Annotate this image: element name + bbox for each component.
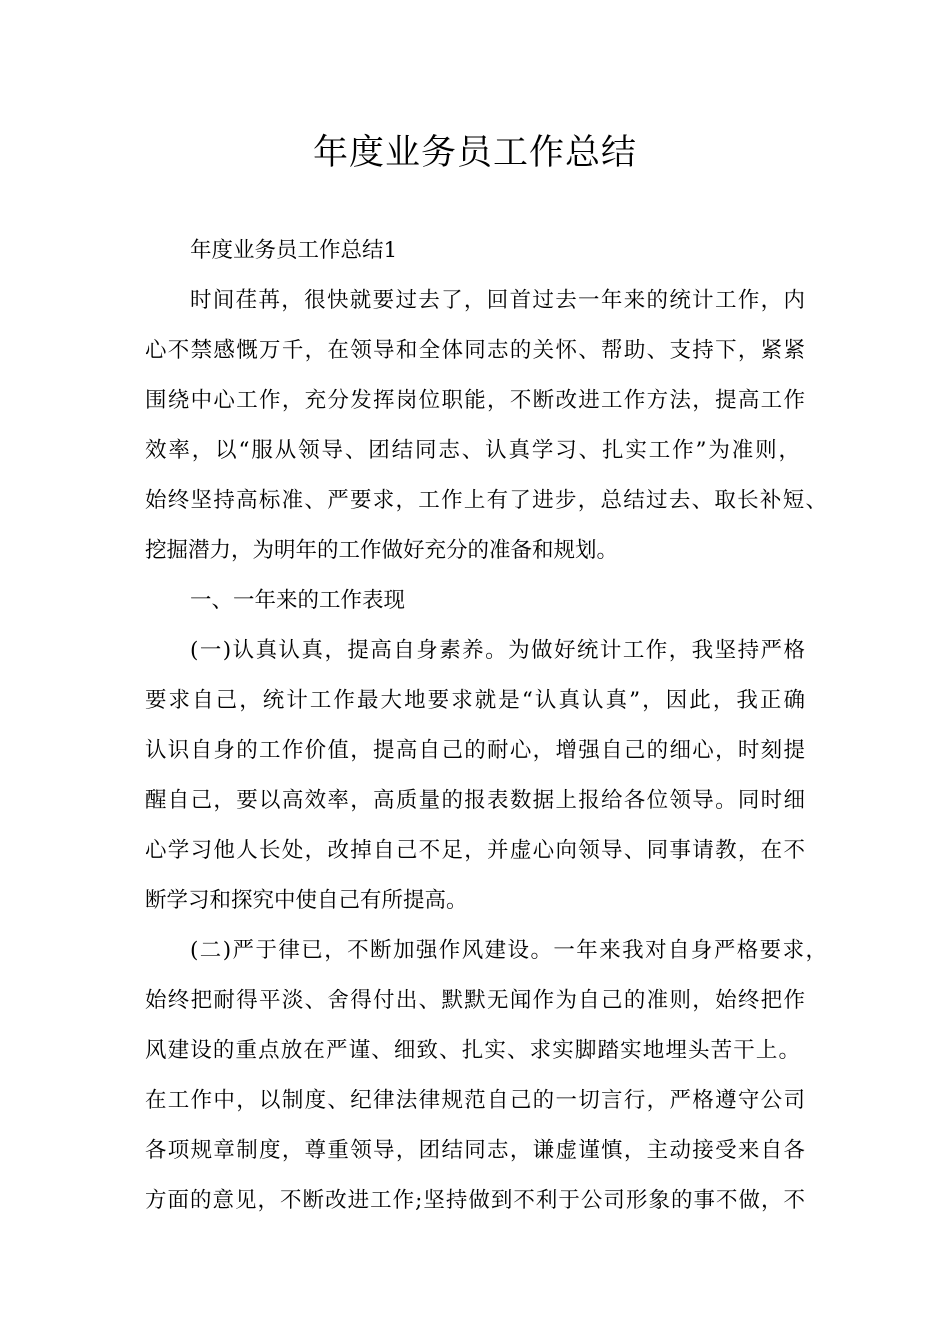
document-title: 年度业务员工作总结 (312, 133, 637, 173)
paragraph-line: 风建设的重点放在严谨、细致、扎实、求实脚踏实地埋头苦干上。 (145, 1038, 800, 1063)
paragraph-line: 认识自身的工作价值，提高自己的耐心，增强自己的细心，时刻提 (145, 738, 805, 763)
paragraph-line: 断学习和探究中使自己有所提高。 (145, 888, 468, 913)
paragraph-line: 心不禁感慨万千，在领导和全体同志的关怀、帮助、支持下，紧紧 (145, 338, 805, 363)
paragraph-line: 在工作中，以制度、纪律法律规范自己的一切言行，严格遵守公司 (145, 1088, 805, 1113)
paragraph-line: 方面的意见，不断改进工作;坚持做到不利于公司形象的事不做，不 (145, 1188, 805, 1213)
paragraph-line: 心学习他人长处，改掉自己不足，并虚心向领导、同事请教，在不 (145, 838, 805, 863)
section-heading: 一、一年来的工作表现 (190, 588, 406, 613)
paragraph-line: 各项规章制度，尊重领导，团结同志，谦虚谨慎，主动接受来自各 (145, 1138, 805, 1163)
paragraph-line: 围绕中心工作，充分发挥岗位职能，不断改进工作方法，提高工作 (145, 388, 805, 413)
paragraph-line: 始终把耐得平淡、舍得付出、默默无闻作为自己的准则，始终把作 (145, 988, 805, 1013)
paragraph-line: 时间荏苒，很快就要过去了，回首过去一年来的统计工作，内 (190, 288, 805, 313)
paragraph-line: 始终坚持高标准、严要求，工作上有了进步，总结过去、取长补短、 (145, 488, 827, 513)
paragraph-line: (二)严于律已，不断加强作风建设。一年来我对自身严格要求， (190, 938, 827, 963)
section-heading: 年度业务员工作总结1 (190, 238, 398, 263)
paragraph-line: (一)认真认真，提高自身素养。为做好统计工作，我坚持严格 (190, 638, 805, 663)
paragraph-line: 效率，以“服从领导、团结同志、认真学习、扎实工作”为准则， (145, 438, 800, 463)
paragraph-line: 要求自己，统计工作最大地要求就是“认真认真”，因此，我正确 (145, 688, 805, 713)
paragraph-line: 醒自己，要以高效率，高质量的报表数据上报给各位领导。同时细 (145, 788, 805, 813)
paragraph-line: 挖掘潜力，为明年的工作做好充分的准备和规划。 (145, 538, 619, 563)
